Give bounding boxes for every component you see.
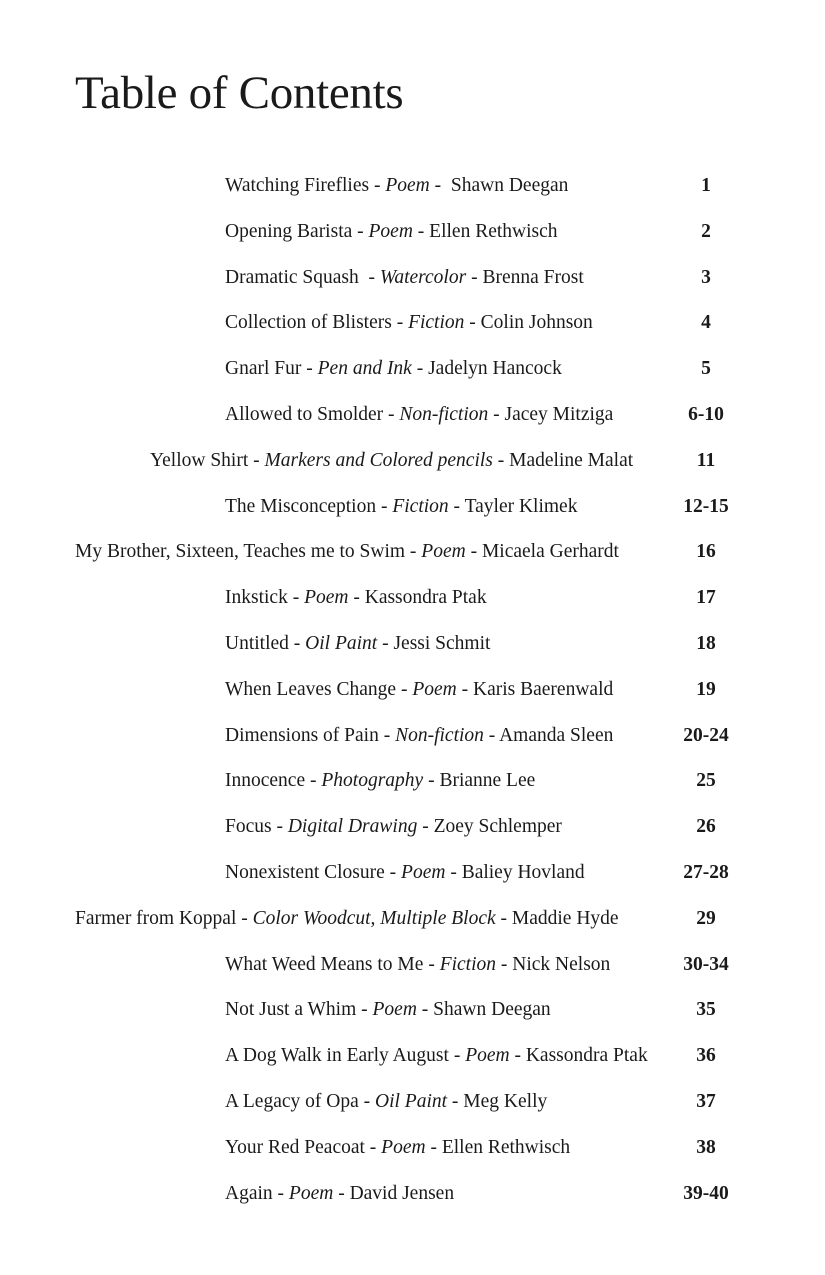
- toc-entry-text: [225, 217, 558, 247]
- toc-entry: [0, 675, 825, 705]
- toc-entry-text: [225, 171, 568, 201]
- entry-separator: -: [376, 495, 393, 517]
- page-title: Table of Contents: [75, 67, 404, 119]
- entry-author: Micaela Gerhardt: [481, 541, 619, 563]
- toc-page-number: 39-40: [683, 1182, 729, 1204]
- toc-entry: [0, 400, 825, 430]
- entry-separator: -: [356, 999, 373, 1021]
- entry-separator: -: [509, 1045, 526, 1067]
- entry-author: Ellen Rethwisch: [429, 220, 558, 242]
- toc-page-number: 5: [701, 358, 711, 380]
- toc-entry-text: [225, 995, 551, 1025]
- entry-separator: -: [417, 816, 434, 838]
- toc-page-number: 6-10: [688, 404, 724, 425]
- toc-entry-text: [225, 1041, 648, 1071]
- entry-separator: -: [466, 266, 483, 288]
- toc-page-number: 11: [696, 449, 716, 471]
- entry-separator: -: [271, 816, 288, 838]
- entry-medium: Markers and Colored pencils: [264, 449, 493, 471]
- entry-author: Ellen Rethwisch: [441, 1136, 571, 1158]
- toc-entry: [0, 354, 825, 384]
- entry-separator: -: [447, 1091, 464, 1112]
- entry-medium: Oil Paint: [375, 1091, 448, 1112]
- toc-entry-text: [225, 492, 577, 522]
- toc-page-number: 17: [696, 587, 716, 609]
- toc-page-number: 37: [696, 1091, 716, 1112]
- entry-separator: -: [305, 770, 322, 792]
- entry-author: Jessi Schmit: [393, 633, 491, 654]
- entry-medium: Color Woodcut, Multiple Block: [252, 907, 496, 929]
- toc-entry-text: [225, 400, 613, 430]
- entry-author: Colin Johnson: [480, 312, 593, 334]
- entry-title: When Leaves Change: [225, 678, 397, 700]
- entry-title: What Weed Means to Me: [225, 953, 424, 975]
- entry-medium: Poem: [465, 1045, 510, 1067]
- toc-page-number: 3: [701, 266, 711, 288]
- toc-entry: [0, 1041, 825, 1071]
- toc-entry: [0, 812, 825, 842]
- entry-separator: -: [483, 724, 500, 746]
- entry-title: Allowed to Smolder: [225, 404, 384, 425]
- entry-author: Brianne Lee: [439, 770, 536, 792]
- entry-medium: Poem: [288, 1182, 334, 1204]
- entry-medium: Pen and Ink: [317, 358, 412, 380]
- entry-separator: -: [488, 404, 505, 425]
- entry-separator: -: [384, 862, 402, 883]
- toc-entry-text: [225, 812, 562, 842]
- toc-page-number: 18: [696, 633, 716, 654]
- toc-entry-text: [225, 858, 585, 888]
- entry-separator: -: [448, 495, 465, 517]
- entry-title: Focus: [225, 816, 272, 838]
- entry-author: Shawn Deegan: [433, 999, 551, 1021]
- entry-medium: Photography: [321, 770, 424, 792]
- entry-medium: Poem: [372, 999, 417, 1021]
- toc-entry: [0, 492, 825, 522]
- entry-medium: Poem: [368, 220, 413, 242]
- toc-entry: [0, 308, 825, 338]
- entry-medium: Fiction: [408, 312, 465, 334]
- entry-author: Meg Kelly: [463, 1091, 548, 1112]
- entry-title: My Brother, Sixteen, Teaches me to Swim: [75, 541, 406, 563]
- entry-separator: -: [423, 953, 440, 975]
- toc-entry-text: [225, 583, 487, 613]
- entry-separator: -: [272, 1182, 289, 1204]
- toc-entry: [0, 766, 825, 796]
- toc-entry: [0, 1179, 825, 1209]
- toc-page-number: 38: [696, 1136, 716, 1158]
- entry-separator: -: [288, 633, 306, 654]
- entry-title: Not Just a Whim: [225, 999, 357, 1021]
- entry-author: Karis Baerenwald: [473, 678, 614, 700]
- entry-medium: Poem: [412, 678, 457, 700]
- entry-medium: Non-fiction: [399, 404, 489, 425]
- toc-entry-text: [225, 675, 613, 705]
- entry-author: Amanda Sleen: [499, 724, 614, 746]
- toc-entry: [0, 721, 825, 751]
- entry-separator: -: [383, 404, 400, 425]
- toc-entry: [0, 217, 825, 247]
- toc-entry: [0, 171, 825, 201]
- toc-page-number: 12-15: [683, 495, 729, 517]
- entry-medium: Non-fiction: [395, 724, 484, 746]
- entry-separator: -: [358, 266, 380, 288]
- entry-title: Gnarl Fur: [225, 358, 302, 380]
- toc-entry-text: [225, 1087, 547, 1117]
- entry-medium: Fiction: [392, 495, 449, 517]
- entry-title: Farmer from Koppal: [75, 907, 237, 929]
- toc-entry-text: [225, 721, 613, 751]
- entry-title: A Dog Walk in Early August: [225, 1045, 449, 1067]
- toc-entry-text: [225, 766, 535, 796]
- entry-title: Watching Fireflies: [225, 175, 370, 196]
- toc-page-number: 26: [696, 816, 716, 838]
- entry-separator: -: [364, 1136, 382, 1158]
- toc-entry: [0, 629, 825, 659]
- toc-entry-text: [75, 904, 619, 934]
- entry-medium: Poem: [381, 1136, 426, 1158]
- toc-page-number: 1: [701, 175, 711, 196]
- toc-page-number: 25: [696, 770, 716, 792]
- entry-author: Jacey Mitziga: [504, 404, 614, 425]
- entry-title: Yellow Shirt: [150, 449, 249, 471]
- entry-separator: -: [236, 907, 253, 929]
- entry-medium: Oil Paint: [305, 633, 378, 654]
- entry-separator: -: [425, 1136, 442, 1158]
- entry-title: Inkstick: [225, 587, 288, 609]
- toc-entry: [0, 583, 825, 613]
- toc-entry: [0, 537, 825, 567]
- toc-entry-text: [225, 308, 593, 338]
- toc-entry: [0, 263, 825, 293]
- entry-author: David Jensen: [349, 1182, 455, 1204]
- entry-author: Kassondra Ptak: [525, 1045, 648, 1067]
- entry-separator: -: [412, 220, 430, 242]
- entry-separator: -: [358, 1091, 375, 1112]
- entry-separator: -: [495, 907, 512, 929]
- entry-separator: -: [301, 358, 318, 380]
- toc-entry-text: [225, 1179, 454, 1209]
- entry-separator: -: [464, 312, 481, 334]
- entry-title: Dramatic Squash: [225, 266, 359, 288]
- entry-separator: -: [456, 678, 473, 700]
- entry-title: Again: [225, 1182, 273, 1204]
- toc-entry: [0, 446, 825, 476]
- entry-author: Tayler Klimek: [464, 495, 578, 517]
- toc-entry-text: [150, 446, 633, 476]
- entry-author: Jadelyn Hancock: [428, 358, 562, 380]
- entry-title: Opening Barista: [225, 220, 353, 242]
- entry-author: Kassondra Ptak: [364, 587, 487, 609]
- entry-medium: Poem: [304, 587, 349, 609]
- entry-separator: -: [396, 678, 413, 700]
- toc-page-number: 2: [701, 220, 711, 242]
- entry-separator: -: [369, 175, 386, 196]
- entry-title: Your Red Peacoat: [225, 1136, 365, 1158]
- toc-entry-text: [225, 1133, 570, 1163]
- toc-entry: [0, 1133, 825, 1163]
- entry-separator: -: [405, 541, 422, 563]
- entry-separator: -: [492, 449, 510, 471]
- entry-medium: Digital Drawing: [287, 816, 418, 838]
- toc-entry: [0, 904, 825, 934]
- entry-author: Maddie Hyde: [511, 907, 619, 929]
- entry-separator: -: [248, 449, 265, 471]
- entry-medium: Watercolor: [379, 266, 467, 288]
- entry-title: Nonexistent Closure: [225, 862, 385, 883]
- entry-separator: -: [445, 862, 462, 883]
- entry-separator: -: [391, 312, 409, 334]
- entry-author: Madeline Malat: [509, 449, 634, 471]
- entry-separator: -: [333, 1182, 350, 1204]
- toc-entry: [0, 995, 825, 1025]
- toc-page-number: 4: [701, 312, 711, 334]
- toc-page-number: 36: [696, 1045, 716, 1067]
- toc-entry-text: [225, 950, 610, 980]
- entry-separator: -: [496, 953, 513, 975]
- entry-separator: -: [352, 220, 369, 242]
- entry-medium: Poem: [401, 862, 446, 883]
- toc-entry-text: [225, 629, 490, 659]
- entry-title: The Misconception: [225, 495, 377, 517]
- entry-separator: -: [429, 175, 451, 196]
- toc-page-number: 27-28: [683, 862, 729, 883]
- entry-author: Nick Nelson: [512, 953, 611, 975]
- toc-page-number: 16: [696, 541, 716, 563]
- entry-separator: -: [411, 358, 429, 380]
- entry-separator: -: [287, 587, 305, 609]
- entry-separator: -: [378, 724, 396, 746]
- entry-author: Baliey Hovland: [461, 862, 585, 883]
- entry-separator: -: [416, 999, 434, 1021]
- toc-entry-text: [75, 537, 619, 567]
- toc-page-number: 30-34: [683, 953, 729, 975]
- entry-medium: Fiction: [439, 953, 497, 975]
- toc-entry: [0, 858, 825, 888]
- toc-entry: [0, 1087, 825, 1117]
- entry-medium: Poem: [421, 541, 466, 563]
- entry-author: Zoey Schlemper: [433, 816, 562, 838]
- entry-medium: Poem: [385, 175, 430, 196]
- toc-entry-text: [225, 263, 584, 293]
- entry-title: Untitled: [225, 633, 289, 654]
- entry-separator: -: [465, 541, 482, 563]
- entry-title: A Legacy of Opa: [225, 1091, 359, 1112]
- toc-entry-text: [225, 354, 562, 384]
- entry-title: Innocence: [225, 770, 306, 792]
- entry-separator: -: [377, 633, 394, 654]
- toc-entry: [0, 950, 825, 980]
- entry-separator: -: [448, 1045, 466, 1067]
- entry-separator: -: [423, 770, 440, 792]
- entry-title: Dimensions of Pain: [225, 724, 379, 746]
- toc-page-number: 20-24: [683, 724, 729, 746]
- toc-page-number: 19: [696, 678, 716, 700]
- toc-page-number: 35: [696, 999, 716, 1021]
- entry-separator: -: [348, 587, 365, 609]
- entry-author: Shawn Deegan: [450, 175, 569, 196]
- entry-title: Collection of Blisters: [225, 312, 392, 334]
- entry-author: Brenna Frost: [482, 266, 584, 288]
- toc-page-number: 29: [696, 907, 716, 929]
